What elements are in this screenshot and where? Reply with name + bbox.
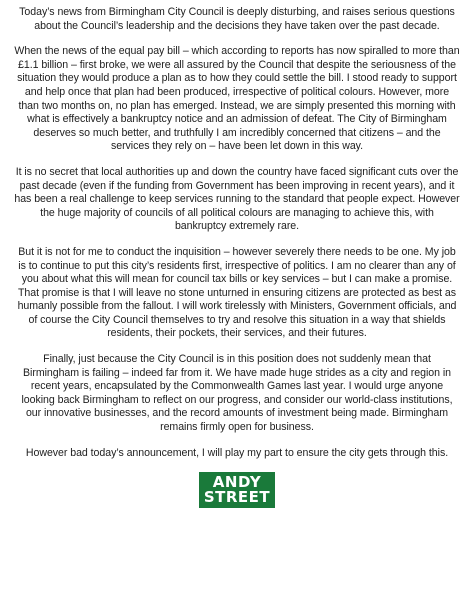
andy-street-logo xyxy=(199,472,275,508)
statement-paragraph-2: When the news of the equal pay bill – which according to reports has now spiralled to more than £1.1 billion – first broke, we were all assured by the Council that despite the seriousness of the situation they would produce a plan as to how they could settle the bill. I stood ready to support and help once that plan had been produced, irrespective of political colours. However, more than two months on, no plan has emerged. Instead, we are simply presented this morning with what is effectively a bankruptcy notice and an admission of defeat. The City of Birmingham deserves so much better, and truthfully I am incredibly concerned that citizens – and the services they rely on – have been let down in this way. xyxy=(14,45,460,153)
logo-line-2: STREET xyxy=(203,488,271,507)
statement-paragraph-5: Finally, just because the City Council is in this position does not suddenly mean that Birmingham is failing – indeed far from it. We have made huge strides as a city and region in recent years, encapsulated by the Commonwealth Games last year. I would urge anyone looking back Birmingham to reflect on our progress, and consider our world-class institutions, our innovative businesses, and the record amounts of investment being made. Birmingham remains firmly open for business. xyxy=(21,353,453,434)
statement-paragraph-1: Today’s news from Birmingham City Council is deeply disturbing, and raises serious questions about the Council’s leadership and the decisions they have taken over the past decade. xyxy=(19,6,455,32)
statement-paragraph-6: However bad today’s announcement, I will play my part to ensure the city gets through this. xyxy=(25,446,449,459)
statement-paragraph-3: It is no secret that local authorities up and down the country have faced significant cuts over the past decade (even if the funding from Government has been improving in recent years), and it has been a real challenge to keep services running to the standard that people expect. However the huge majority of councils of all political colours are managing to achieve this, with bankruptcy extremely rare. xyxy=(14,165,460,233)
logo-container xyxy=(14,472,460,508)
logo-line-1: ANDY xyxy=(212,473,262,492)
statement-paragraph-4: But it is not for me to conduct the inquisition – however severely there needs to be one. My job is to continue to put this city’s residents first, irrespective of politics. I am no clearer than any of you about what this will mean for council tax bills or key services – but I can make a promise. That promise is that I will leave no stone unturned in ensuring citizens are protected as best as humanly possible from the fallout. I will work tirelessly with Ministers, Government officials, and of course the City Council themselves to try and resolve this situation in a way that shields residents, their pockets, their services, and their futures. xyxy=(17,245,457,340)
